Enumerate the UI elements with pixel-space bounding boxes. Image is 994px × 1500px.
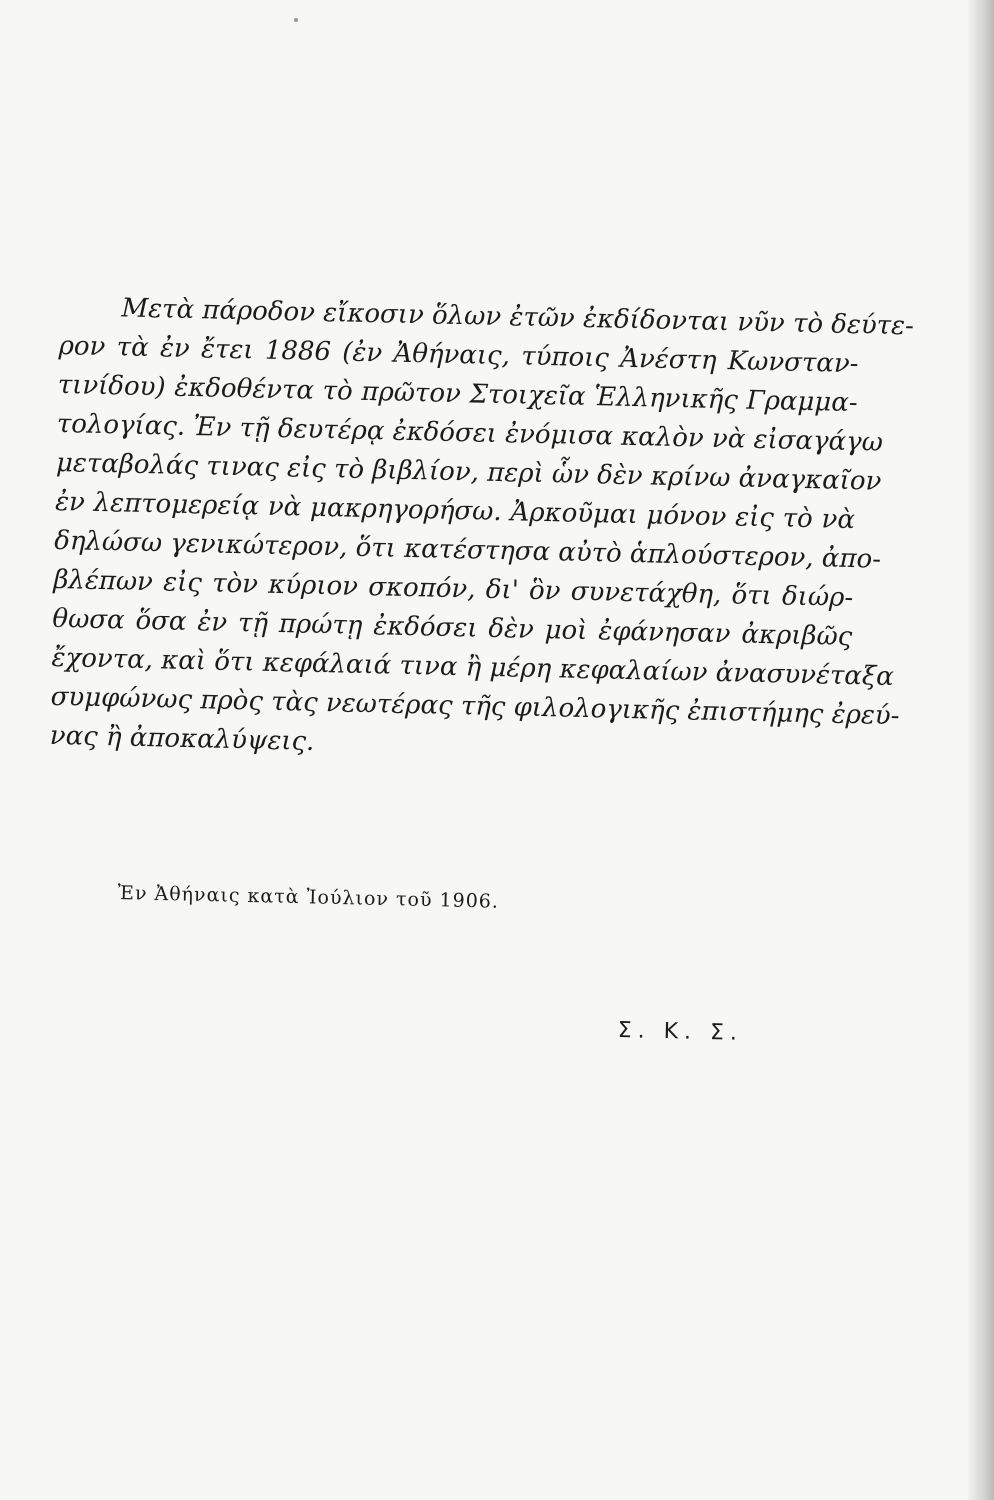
dateline: Ἐν Ἀθήναις κατὰ Ἰούλιον τοῦ 1906. xyxy=(117,882,500,913)
preface-line: δηλώσω γενικώτερον, ὅτι κατέστησα αὐτὸ ἁπλούστερον, ἀπο- xyxy=(53,525,882,575)
preface-line: Μετὰ πάροδον εἴκοσιν ὅλων ἐτῶν ἐκδίδονται νῦν τὸ δεύτε- xyxy=(121,293,915,342)
preface-line: νας ἢ ἀποκαλύψεις. xyxy=(49,720,315,757)
page-edge-shadow xyxy=(968,0,994,1500)
author-initials: Σ. Κ. Σ. xyxy=(617,1018,744,1046)
preface-paragraph xyxy=(49,288,915,774)
preface-line: ρον τὰ ἐν ἔτει 1886 (ἐν Ἀθήναις, τύποις Ἀνέστη Κωνσταν- xyxy=(58,330,859,380)
preface-line: ἔχοντα, καὶ ὅτι κεφάλαιά τινα ἢ μέρη κεφαλαίων ἀνασυνέταξα xyxy=(51,642,895,693)
preface-line: μεταβολάς τινας εἰς τὸ βιβλίον, περὶ ὧν δὲν κρίνω ἀναγκαῖον xyxy=(55,447,882,497)
preface-line: συμφώνως πρὸς τὰς νεωτέρας τῆς φιλολογικῆς ἐπιστήμης ἐρεύ- xyxy=(50,681,900,732)
preface-line: θωσα ὅσα ἐν τῇ πρώτῃ ἐκδόσει δὲν μοὶ ἐφάνησαν ἀκριβῶς xyxy=(52,603,853,653)
preface-line: βλέπων εἰς τὸν κύριον σκοπόν, δι' ὃν συνετάχθη, ὅτι διώρ- xyxy=(53,564,854,614)
preface-line: τινίδου) ἐκδοθέντα τὸ πρῶτον Στοιχεῖα Ἑλληνικῆς Γραμμα- xyxy=(57,369,858,419)
dust-speck xyxy=(294,18,298,22)
preface-line: τολογίας. Ἐν τῇ δευτέρᾳ ἐκδόσει ἐνόμισα καλὸν νὰ εἰσαγάγω xyxy=(56,408,884,458)
preface-line: ἐν λεπτομερείᾳ νὰ μακρηγορήσω. Ἀρκοῦμαι μόνον εἰς τὸ νὰ xyxy=(54,486,856,536)
